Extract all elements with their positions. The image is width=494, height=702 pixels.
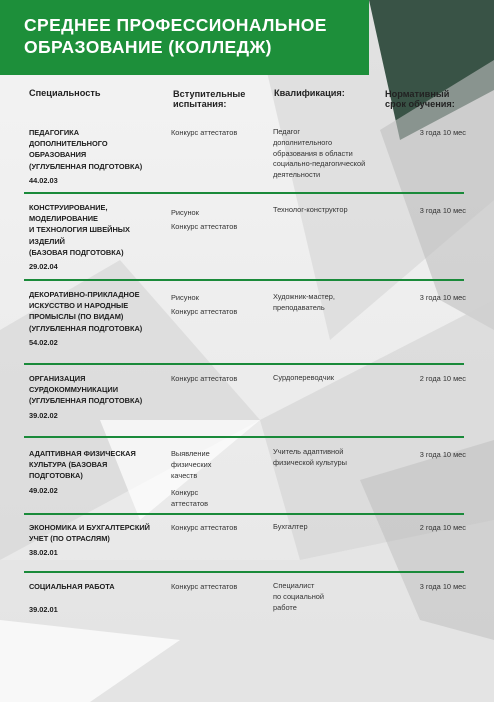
term-cell: 3 года 10 мес: [419, 293, 466, 302]
exam-item: Конкурс аттестатов: [171, 222, 238, 231]
row-divider: [24, 571, 464, 573]
exams-cell: [171, 448, 233, 512]
row-divider: [24, 192, 464, 194]
specialty-cell: [29, 127, 167, 186]
row-divider: [24, 279, 464, 281]
specialty-code: 29.02.04: [29, 262, 58, 272]
qualification-cell: Учитель адаптивной физической культуры: [273, 447, 347, 467]
exam-item: Конкурс аттестатов: [171, 582, 238, 591]
specialty-code: 49.02.02: [29, 485, 58, 495]
term-cell: 2 года 10 мес: [419, 523, 466, 532]
column-header-qualification: Квалификация:: [274, 88, 345, 98]
column-header-specialty: Специальность: [29, 88, 101, 98]
term-cell: 3 года 10 мес: [419, 128, 466, 137]
qualification-cell: Специалист по социальной работе: [273, 581, 325, 612]
exam-item: Рисунок: [171, 208, 199, 217]
exams-cell: [171, 127, 267, 141]
specialty-code: 39.02.01: [29, 605, 58, 615]
qualification-cell: Бухгалтер: [273, 522, 308, 531]
specialty-code: 54.02.02: [29, 337, 58, 347]
specialty-name: СОЦИАЛЬНАЯ РАБОТА: [29, 582, 115, 591]
specialty-name: ОРГАНИЗАЦИЯ СУРДОКОММУНИКАЦИИ (УГЛУБЛЕННАЯ ПОДГОТОВКА): [29, 374, 143, 406]
column-header-exams: Вступительные испытания:: [173, 89, 246, 109]
term-cell: 3 года 10 мес: [419, 582, 466, 591]
row-divider: [24, 436, 464, 438]
exam-item: Конкурс аттестатов: [171, 307, 238, 316]
term-cell: 2 года 10 мес: [419, 374, 466, 383]
specialty-cell: [29, 448, 167, 496]
exams-cell: [171, 373, 267, 387]
exams-cell: [171, 581, 267, 595]
qualification-cell: Художник-мастер, преподаватель: [273, 292, 335, 312]
qualification-cell: Педагог дополнительного образования в области социально-педагогической деятельности: [273, 127, 366, 180]
page-title: СРЕДНЕЕ ПРОФЕССИОНАЛЬНОЕ ОБРАЗОВАНИЕ (КОЛЛЕДЖ): [24, 15, 327, 57]
specialty-cell: [29, 373, 167, 421]
exam-item: Конкурс аттестатов: [171, 374, 238, 383]
column-header-term: Нормативный срок обучения:: [385, 89, 455, 109]
exam-item: Конкурс аттестатов: [171, 488, 209, 508]
exam-item: Конкурс аттестатов: [171, 523, 238, 532]
exam-item: Конкурс аттестатов: [171, 128, 238, 137]
term-cell: 3 года 10 мес: [419, 450, 466, 459]
specialty-cell: [29, 581, 167, 615]
exams-cell: [171, 207, 267, 235]
specialty-name: ЭКОНОМИКА И БУХГАЛТЕРСКИЙ УЧЕТ (ПО ОТРАСЛЯМ): [29, 523, 150, 544]
row-divider: [24, 513, 464, 515]
specialty-name: АДАПТИВНАЯ ФИЗИЧЕСКАЯ КУЛЬТУРА (БАЗОВАЯ ПОДГОТОВКА): [29, 449, 136, 481]
specialty-code: 39.02.02: [29, 410, 58, 420]
specialty-cell: [29, 522, 167, 559]
exams-cell: [171, 522, 267, 536]
specialty-cell: [29, 202, 167, 272]
specialty-name: КОНСТРУИРОВАНИЕ, МОДЕЛИРОВАНИЕ И ТЕХНОЛОГИЯ ШВЕЙНЫХ ИЗДЕЛИЙ (БАЗОВАЯ ПОДГОТОВКА): [29, 203, 130, 257]
exams-cell: [171, 292, 267, 320]
specialty-name: ПЕДАГОГИКА ДОПОЛНИТЕЛЬНОГО ОБРАЗОВАНИЯ (УГЛУБЛЕННАЯ ПОДГОТОВКА): [29, 128, 143, 171]
term-cell: 3 года 10 мес: [419, 206, 466, 215]
specialty-cell: [29, 289, 167, 348]
specialty-code: 38.02.01: [29, 548, 58, 558]
specialty-code: 44.02.03: [29, 175, 58, 185]
exam-item: Выявление физических качеств: [171, 449, 212, 480]
qualification-cell: Сурдопереводчик: [273, 373, 334, 382]
specialty-name: ДЕКОРАТИВНО-ПРИКЛАДНОЕ ИСКУССТВО И НАРОДНЫЕ ПРОМЫСЛЫ (ПО ВИДАМ) (УГЛУБЛЕННАЯ ПОДГОТОВКА): [29, 290, 143, 333]
exam-item: Рисунок: [171, 293, 199, 302]
row-divider: [24, 363, 464, 365]
qualification-cell: Технолог-конструктор: [273, 205, 348, 214]
